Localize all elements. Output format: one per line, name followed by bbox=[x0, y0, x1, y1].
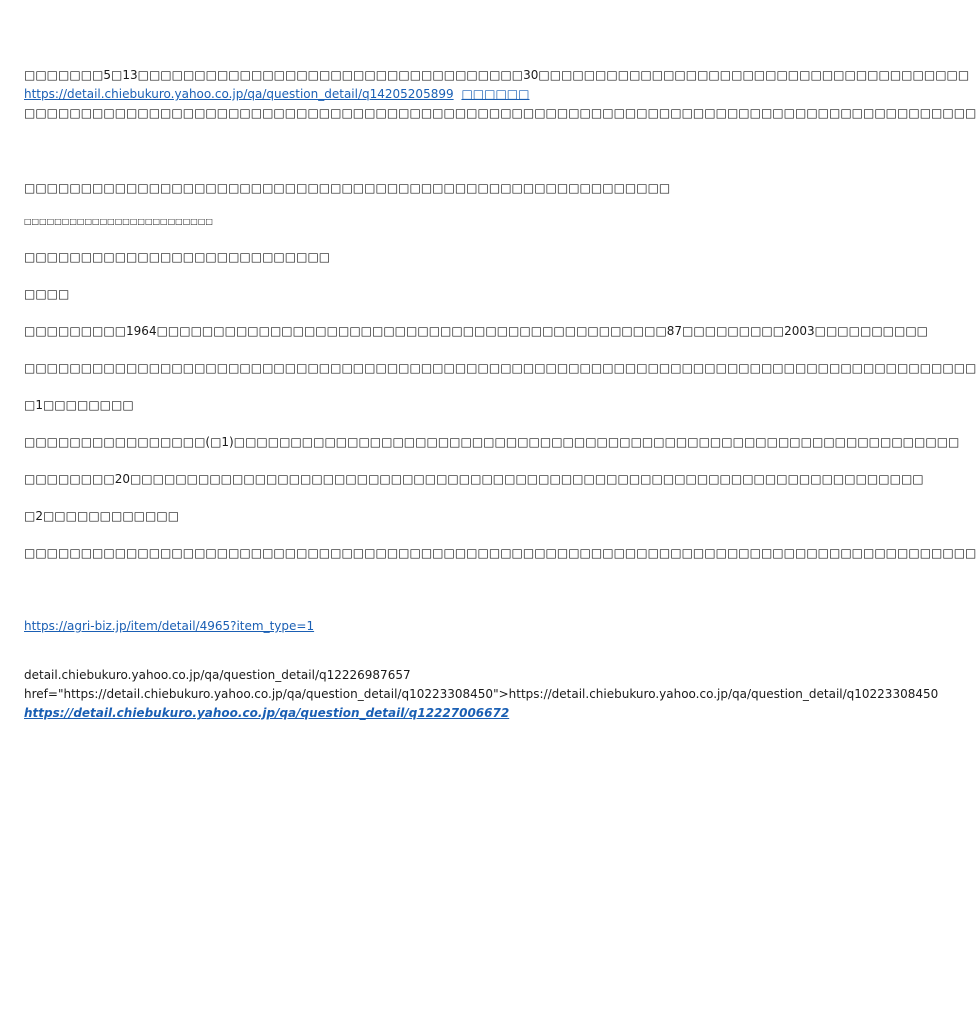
bold-link-line bbox=[24, 704, 696, 723]
chiebukuro-bold-link[interactable]: https://detail.chiebukuro.yahoo.co.jp/qa/question_detail/q12227006672 bbox=[24, 706, 510, 720]
chiebukuro-link-1[interactable]: https://detail.chiebukuro.yahoo.co.jp/qa/question_detail/q14205205899 bbox=[24, 87, 454, 101]
paragraph-9: □□□□□□□□20□□□□□□□□□□□□□□□□□□□□□□□□□□□□□□□□□□□□□□□□□□□□□□□□□□□□□□□□□□□□□□□□□□□□□□ bbox=[24, 472, 924, 486]
paragraph-8: □□□□□□□□□□□□□□□□(□1)□□□□□□□□□□□□□□□□□□□□□□□□□□□□□□□□□□□□□□□□□□□□□□□□□□□□□□□□□□□□□□□□ bbox=[24, 435, 960, 449]
href-text-line: href="https://detail.chiebukuro.yahoo.co.jp/qa/question_detail/q10223308450">https://detail.chiebukuro.yahoo.co.jp/qa/question_detail/q10223308450 bbox=[24, 687, 939, 701]
chiebukuro-link-1-suffix[interactable]: □□□□□□ bbox=[461, 87, 530, 101]
section-heading-1: □1□□□□□□□□ bbox=[24, 398, 134, 412]
paragraph-3: □□□□□□□□□□□□□□□□□□□□□□□□□□□ bbox=[24, 250, 331, 264]
intro-line-1: □□□□□□□5□13□□□□□□□□□□□□□□□□□□□□□□□□□□□□□□□□□□30□□□□□□□□□□□□□□□□□□□□□□□□□□□□□□□□□□□□□□ bbox=[24, 68, 970, 82]
document-page bbox=[24, 66, 976, 723]
agri-biz-link[interactable]: https://agri-biz.jp/item/detail/4965?item_type=1 bbox=[24, 619, 315, 633]
intro-link-line bbox=[24, 85, 696, 104]
paragraph-4: □□□□ bbox=[24, 287, 70, 301]
paragraph-6: □□□□□□□□□□□□□□□□□□□□□□□□□□□□□□□□□□□□□□□□□□□□□□□□□□□□□□□□□□□□□□□□□□□□□□□□□□□□□□□□□□□□ bbox=[24, 361, 976, 375]
agri-link-line bbox=[24, 617, 696, 636]
paragraph-11: □□□□□□□□□□□□□□□□□□□□□□□□□□□□□□□□□□□□□□□□□□□□□□□□□□□□□□□□□□□□□□□□□□□□□□□□□□□□□□□□□□□□ bbox=[24, 546, 976, 560]
paragraph-5: □□□□□□□□□1964□□□□□□□□□□□□□□□□□□□□□□□□□□□□□□□□□□□□□□□□□□□□□87□□□□□□□□□2003□□□□□□□□□□ bbox=[24, 324, 929, 338]
paragraph-1: □□□□□□□□□□□□□□□□□□□□□□□□□□□□□□□□□□□□□□□□□□□□□□□□□□□□□□□□□ bbox=[24, 181, 671, 195]
intro-line-3: □□□□□□□□□□□□□□□□□□□□□□□□□□□□□□□□□□□□□□□□□□□□□□□□□□□□□□□□□□□□□□□□□□□□□□□□□□□□□□□□□□□□ bbox=[24, 106, 976, 120]
plain-url-line: detail.chiebukuro.yahoo.co.jp/qa/question_detail/q12226987657 bbox=[24, 668, 411, 682]
paragraph-2-small: □□□□□□□□□□□□□□□□□□□□□□□□□ bbox=[24, 217, 213, 226]
section-heading-2: □2□□□□□□□□□□□□ bbox=[24, 509, 180, 523]
